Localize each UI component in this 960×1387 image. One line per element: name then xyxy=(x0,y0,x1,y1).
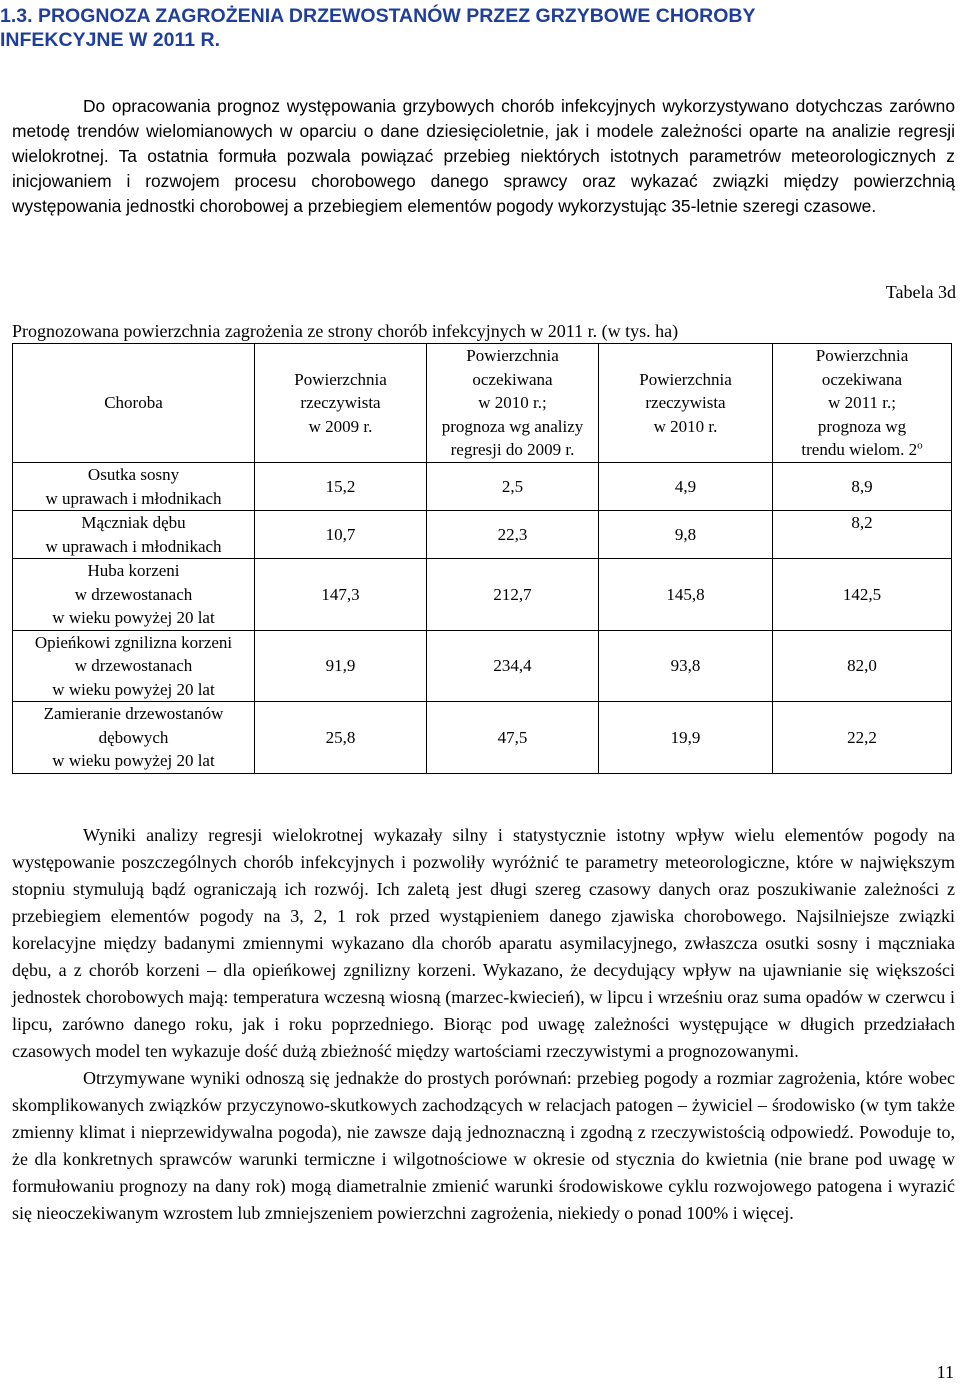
header-line: w 2011 r.; xyxy=(828,393,896,413)
header-line: rzeczywista xyxy=(645,393,726,413)
table-row xyxy=(13,702,952,774)
paragraph-limitations: Otrzymywane wyniki odnoszą się jednakże do prostych porównań: przebieg pogody a rozmiar zagrożenia, które wobec skomplikowanych związków przyczynowo-skutkowych zachodzących w relacjach patogen – żywiciel – środowisko (w tym także zmienny klimat i nieprzewidywalna pogoda), nie zawsze dają jednoznaczną i zgodną z rzeczywistością odpowiedź. Powoduje to, że dla konkretnych sprawców warunki termiczne i wilgotnościowe w okresie od stycznia do kwietnia (nie brane pod uwagę w formułowaniu prognozy na dany rok) mogą diametralnie zmienić warunki środowiskowe cyklu rozwojowego patogena i wyrazić się nieoczekiwanym wzrostem lub zmniejszeniem powierzchni zagrożenia, niekiedy o ponad 100% i więcej. xyxy=(12,1068,955,1223)
table-row xyxy=(13,511,952,559)
disease-name xyxy=(13,511,255,559)
header-line: oczekiwana xyxy=(821,369,903,389)
header-line: prognoza wg analizy xyxy=(441,416,584,436)
value-actual-2010: 4,9 xyxy=(599,463,773,511)
header-line: w 2010 r.; xyxy=(478,393,547,413)
table-label: Tabela 3d xyxy=(885,282,956,302)
header-expected-2011 xyxy=(773,344,952,463)
disease-name-line: Zamieranie drzewostanów xyxy=(43,704,224,723)
table-row xyxy=(13,630,952,702)
disease-name-line: dębowych xyxy=(98,727,169,747)
header-actual-2010 xyxy=(599,344,773,463)
header-line: trendu wielom. 2 xyxy=(801,440,918,460)
table-row xyxy=(13,559,952,631)
table-caption: Prognozowana powierzchnia zagrożenia ze strony chorób infekcyjnych w 2011 r. (w tys. ha) xyxy=(12,321,679,341)
value-actual-2009: 91,9 xyxy=(255,630,427,702)
value-expected-2011: 142,5 xyxy=(773,559,952,631)
value-actual-2010: 145,8 xyxy=(599,559,773,631)
disease-name-line: Osutka sosny xyxy=(87,465,180,484)
value-expected-2011: 82,0 xyxy=(773,630,952,702)
forecast-table xyxy=(12,343,952,774)
header-line: oczekiwana xyxy=(472,369,553,389)
header-line: Powierzchnia xyxy=(639,369,732,389)
header-line: rzeczywista xyxy=(300,393,381,413)
header-line: Powierzchnia xyxy=(294,369,387,389)
disease-name xyxy=(13,702,255,774)
value-expected-2010: 234,4 xyxy=(427,630,599,702)
disease-name-line: Mączniak dębu xyxy=(81,513,186,532)
value-expected-2011: 22,2 xyxy=(773,702,952,774)
value-actual-2009: 15,2 xyxy=(255,463,427,511)
header-line: Powierzchnia xyxy=(815,346,909,366)
page-number: 11 xyxy=(936,1362,954,1382)
disease-name xyxy=(13,463,255,511)
disease-name-line: w wieku powyżej 20 lat xyxy=(52,751,215,770)
disease-name-line: Huba korzeni xyxy=(87,561,180,580)
disease-name-line: w wieku powyżej 20 lat xyxy=(52,608,215,627)
disease-name-line: w uprawach i młodnikach xyxy=(45,536,222,556)
section-heading-line2: INFEKCYJNE W 2011 R. xyxy=(0,29,220,51)
section-heading xyxy=(0,4,940,52)
value-actual-2010: 93,8 xyxy=(599,630,773,702)
value-expected-2010: 2,5 xyxy=(427,463,599,511)
value-actual-2010: 9,8 xyxy=(599,511,773,559)
table-header-row xyxy=(13,344,952,463)
disease-name-line: Opieńkowi zgnilizna korzeni xyxy=(34,632,233,652)
disease-name-line: w drzewostanach xyxy=(74,656,193,675)
disease-name-line: w wieku powyżej 20 lat xyxy=(52,679,215,699)
value-actual-2009: 25,8 xyxy=(255,702,427,774)
value-expected-2010: 47,5 xyxy=(427,702,599,774)
section-heading-line1: 1.3. PROGNOZA ZAGROŻENIA DRZEWOSTANÓW PRZEZ GRZYBOWE CHOROBY xyxy=(0,5,756,27)
header-line: Powierzchnia xyxy=(466,346,559,366)
header-expected-2010 xyxy=(427,344,599,463)
value-expected-2011: 8,2 xyxy=(773,511,952,559)
disease-name xyxy=(13,630,255,702)
value-expected-2010: 212,7 xyxy=(427,559,599,631)
value-actual-2010: 19,9 xyxy=(599,702,773,774)
header-line: regresji do 2009 r. xyxy=(450,440,575,460)
paragraph-regression-results: Wyniki analizy regresji wielokrotnej wykazały silny i statystycznie istotny wpływ wielu elementów pogody na występowanie poszczególnych chorób infekcyjnych i pozwoliły wyróżnić te parametry meteorologiczne, które w największym stopniu stymulują bądź ograniczają ich rozwój. Ich zaletą jest długi szereg czasowy danych oraz poszukiwanie zależności z przebiegiem elementów pogody na 3, 2, 1 rok przed wystąpieniem danego zjawiska chorobowego. Najsilniejsze związki korelacyjne między badanymi zmiennymi wykazano dla chorób aparatu asymilacyjnego, zwłaszcza osutki sosny i mączniaka dębu, a z chorób korzeni – dla opieńkowej zgnilizny korzeni. Wykazano, że decydujący wpływ na ujawnianie się większości jednostek chorobowych mają: temperatura wczesną wiosną (marzec-kwiecień), w lipcu i wrześniu oraz suma opadów w czerwcu i lipcu, zarówno danego roku, jak i roku poprzedniego. Biorąc pod uwagę zależności występujące w długich przedziałach czasowych model ten wykazuje dość dużą zbieżność między wartościami rzeczywistymi a prognozowanymi. xyxy=(12,825,955,1061)
header-line: w 2009 r. xyxy=(308,416,373,436)
disease-name-line: w uprawach i młodnikach xyxy=(45,488,222,508)
header-actual-2009 xyxy=(255,344,427,463)
disease-name-line: w drzewostanach xyxy=(74,584,193,604)
header-line: w 2010 r. xyxy=(653,416,718,436)
value-expected-2010: 22,3 xyxy=(427,511,599,559)
disease-name xyxy=(13,559,255,631)
header-superscript: o xyxy=(917,439,923,452)
value-expected-2011: 8,9 xyxy=(773,463,952,511)
value-actual-2009: 10,7 xyxy=(255,511,427,559)
body-text xyxy=(12,822,955,1227)
header-line: prognoza wg xyxy=(817,416,907,436)
header-disease: Choroba xyxy=(13,344,255,463)
table-row xyxy=(13,463,952,511)
value-actual-2009: 147,3 xyxy=(255,559,427,631)
intro-paragraph: Do opracowania prognoz występowania grzybowych chorób infekcyjnych wykorzystywano dotychczas zarówno metodę trendów wielomianowych w oparciu o dane dziesięcioletnie, jak i modele zależności oparte na analizie regresji wielokrotnej. Ta ostatnia formuła pozwala powiązać przebieg niektórych istotnych parametrów meteorologicznych z inicjowaniem i rozwojem procesu chorobowego danego sprawcy oraz wykazać związki między powierzchnią występowania jednostki chorobowej a przebiegiem elementów pogody wykorzystując 35-letnie szeregi czasowe. xyxy=(12,96,955,216)
